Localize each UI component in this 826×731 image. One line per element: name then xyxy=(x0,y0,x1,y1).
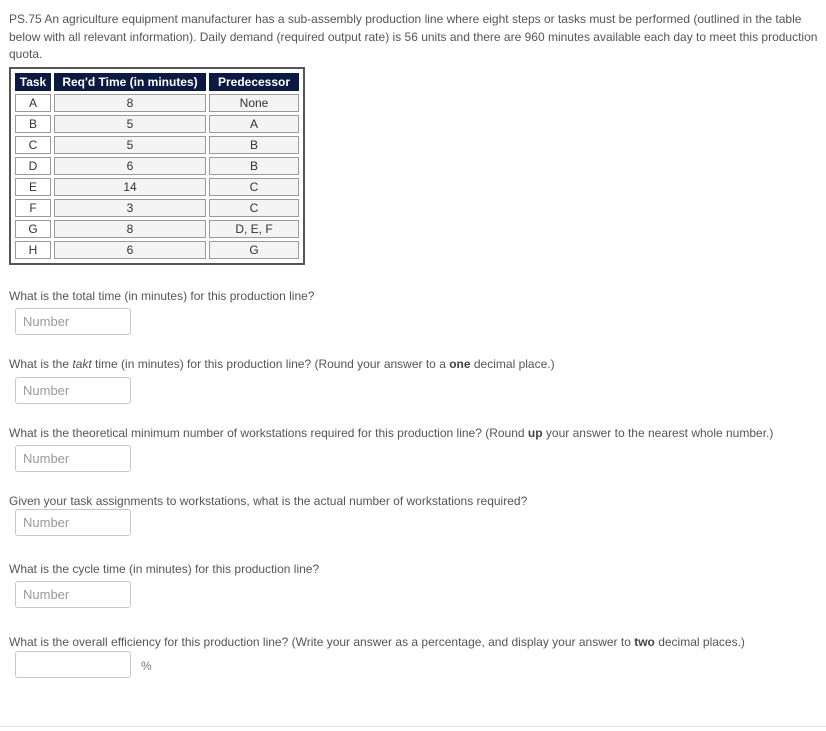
min-workstations-input[interactable] xyxy=(15,445,131,472)
task-cell: G xyxy=(15,220,51,238)
predecessor-cell: C xyxy=(209,178,299,196)
predecessor-cell: G xyxy=(209,241,299,259)
cycle-time-input[interactable] xyxy=(15,581,131,608)
task-cell: F xyxy=(15,199,51,217)
actual-workstations-input[interactable] xyxy=(15,509,131,536)
predecessor-cell: B xyxy=(209,136,299,154)
time-cell: 14 xyxy=(54,178,206,196)
question-total-time: What is the total time (in minutes) for this production line? xyxy=(9,289,315,303)
table-row xyxy=(15,241,299,259)
total-time-input[interactable] xyxy=(15,308,131,335)
table-row xyxy=(15,157,299,175)
time-cell: 3 xyxy=(54,199,206,217)
header-task: Task xyxy=(15,73,51,91)
question-takt-time xyxy=(9,357,555,371)
task-cell: A xyxy=(15,94,51,112)
question-actual-workstations: Given your task assignments to workstations, what is the actual number of workstations required? xyxy=(9,494,528,508)
efficiency-input[interactable] xyxy=(15,651,131,678)
time-cell: 8 xyxy=(54,220,206,238)
time-cell: 8 xyxy=(54,94,206,112)
task-cell: E xyxy=(15,178,51,196)
takt-time-input[interactable] xyxy=(15,377,131,404)
predecessor-cell: D, E, F xyxy=(209,220,299,238)
time-cell: 5 xyxy=(54,136,206,154)
bottom-divider xyxy=(0,726,826,727)
percent-unit-label: % xyxy=(141,659,152,673)
question-min-workstations xyxy=(9,426,773,440)
q2-text-bold: one xyxy=(449,357,471,371)
table-row xyxy=(15,94,299,112)
task-table-container xyxy=(9,67,305,265)
q2-text-pre: What is the xyxy=(9,357,73,371)
table-header-row xyxy=(15,73,299,91)
task-cell: D xyxy=(15,157,51,175)
table-row xyxy=(15,220,299,238)
table-row xyxy=(15,115,299,133)
q6-text-bold: two xyxy=(634,635,655,649)
q2-text-post: decimal place.) xyxy=(470,357,555,371)
predecessor-cell: B xyxy=(209,157,299,175)
q2-text-em: takt xyxy=(72,357,92,371)
time-cell: 6 xyxy=(54,241,206,259)
problem-statement: PS.75 An agriculture equipment manufacturer has a sub-assembly production line where eight steps or tasks must be performed (outlined in the table below with all relevant information). Daily demand (required output rate) is 56 units and there are 960 minutes available each day to meet this production quota. xyxy=(9,12,818,61)
task-cell: C xyxy=(15,136,51,154)
q3-text-bold: up xyxy=(527,426,543,440)
header-required-time: Req'd Time (in minutes) xyxy=(54,73,206,91)
table-row xyxy=(15,199,299,217)
table-row xyxy=(15,136,299,154)
table-row xyxy=(15,178,299,196)
q6-text-post: decimal places.) xyxy=(654,635,745,649)
q2-text-mid: time (in minutes) for this production line? (Round your answer to a xyxy=(91,357,450,371)
predecessor-cell: None xyxy=(209,94,299,112)
predecessor-cell: A xyxy=(209,115,299,133)
q6-text-pre: What is the overall efficiency for this production line? (Write your answer as a percentage, and display your answer to xyxy=(9,635,635,649)
question-cycle-time: What is the cycle time (in minutes) for this production line? xyxy=(9,562,320,576)
q3-text-post: your answer to the nearest whole number.) xyxy=(542,426,774,440)
predecessor-cell: C xyxy=(209,199,299,217)
task-cell: H xyxy=(15,241,51,259)
question-efficiency xyxy=(9,635,745,649)
q3-text-pre: What is the theoretical minimum number of workstations required for this production line? (Round xyxy=(9,426,528,440)
task-cell: B xyxy=(15,115,51,133)
time-cell: 5 xyxy=(54,115,206,133)
header-predecessor: Predecessor xyxy=(209,73,299,91)
task-table xyxy=(12,70,302,262)
time-cell: 6 xyxy=(54,157,206,175)
